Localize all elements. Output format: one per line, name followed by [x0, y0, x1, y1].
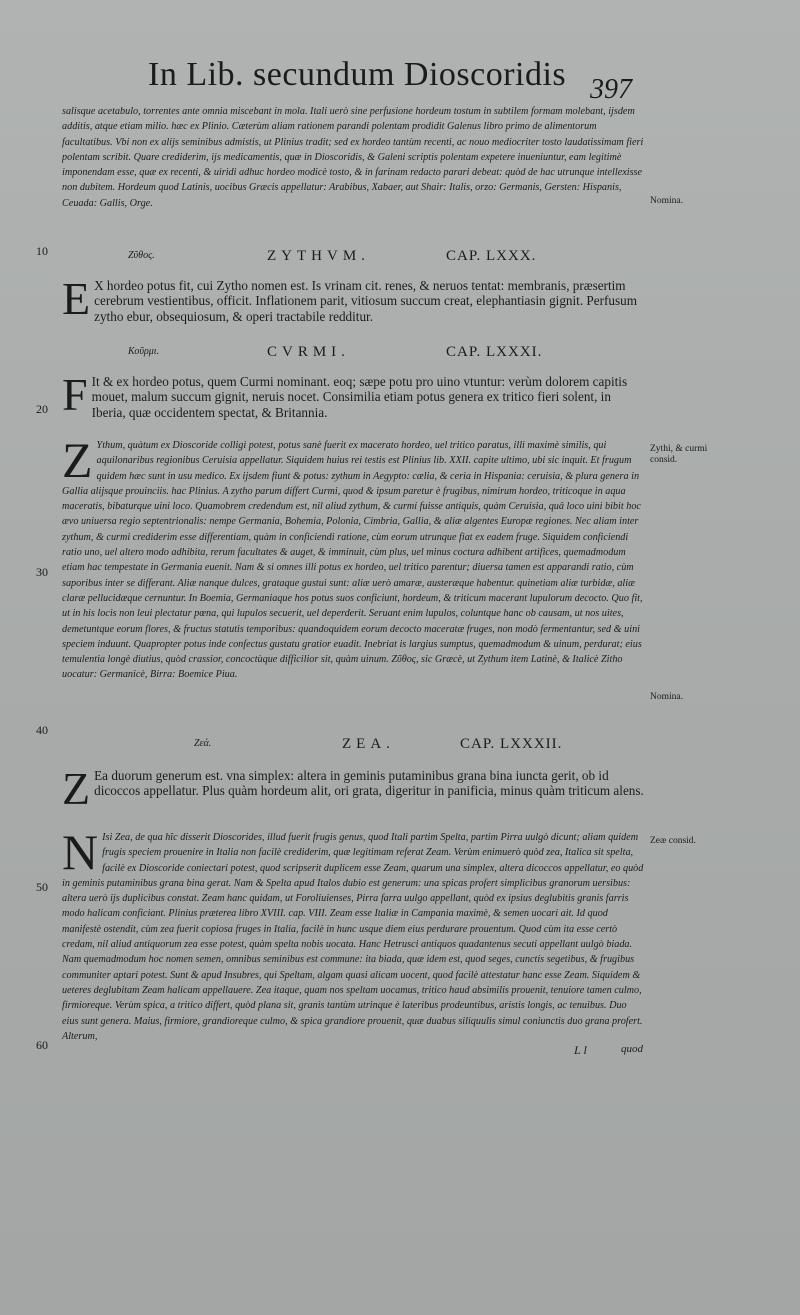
zythum-commentary-body: Ythum, quàtum ex Dioscoride colligi potest, potus sanè fuerit ex macerato hordeo, uel tritico paratus, illi maximè similis, qui aquilonaribus regionibus Ceruisia appellatur. Siquidem huius rei testis est Plinius lib. XXII. capite ultimo, ubi sic inquit. Et frugum quidem hæc sunt in usu medico. Ex ijsdem fiunt & potus: zythum in Aegypto: cælia, & ceria in Hispania: ceruisia, & plura genera in Gallia alijsque prouinciis. hac Plinius. A zytho parum differt Curmi, quod & ipsum paretur è frugibus, nimirum hordeo, triticoque in aqua maceratis, bibaturque uini loco. Quamobrem credendum est, nil aliud zythum, & curmi fuisse antiquis, quàm Ceruisia, quâ loco uini bibit hoc ævo uniuersa regio septentrionalis: nempe Germania, Bohemia, Polonia, Cimbria, Gallia, & aliæ algentes Europæ regiones. Nec aliam inter zythum, & curmi crediderim esse differentiam, quàm in conficiendi ratione, cùm eorum utrunque fiat ex eadem fruge. Siquidem conficiendi ratio uno, uel altero modo adhibita, rerum facultates & auget, & imminuit, cùm plus, uel minus coctura adhibent artifices, quemadmodum etiam hac tempestate in Germania euenit. Nam & si omnes illi potus ex hordeo, uel tritico parentur; diuersa tamen est apparandi ratio, cùm saporibus inter se differant. Aliæ nanque dulces, grataque gustui sunt: aliæ uerò amaræ, austeræque habentur. quinetiam aliæ turbidæ, aliæ claræ pellucidæque cernuntur. In Boemia, Germaniaque hos potus suos conficiunt, hordeum, & triticum macerant lupulorum decocto. Quo fit, ut in his locis non leui plectatur pœna, qui lupulos secuerit, uel deperderit. Seruant enim lupulos, coluntque hanc ob causam, ut nos uites, demetuntque eorum flores, & fructus statutis temporibus: quandoquidem eorum decocto maceratæ fruges, non modò fermentantur, sed & uini speciem induunt. Quapropter potus inde confectus gustatu gratior euadit. Inebriat is largius sumptus, quemadmodum & uinum, perdurat; eius temulentia longè diutius, quòd crassior, concoctùque difficilior sit, quàm uinum. Ζῦθος, sic Græcè, ut Zythum item Latinè, & Italicè Zitho uocatur: Germanicè, Birra: Boemice Piua.: [62, 440, 643, 681]
greek-name: Κοῦρμι.: [128, 346, 160, 357]
page-number: 397: [590, 74, 632, 105]
line-number: 20: [36, 402, 48, 416]
drop-cap: E: [62, 273, 91, 324]
margin-note-zythi: Zythi, & curmi consid.: [650, 444, 708, 465]
greek-name: Ζεά.: [194, 738, 212, 749]
zea-text: [62, 763, 644, 818]
catchword: quod: [621, 1043, 643, 1055]
line-number: 60: [36, 1038, 48, 1052]
chapter-number: CAP. LXXXII.: [460, 736, 563, 752]
drop-cap: Z: [62, 763, 91, 814]
chapter-heading-curmi: [62, 344, 644, 364]
curmi-body: It & ex hordeo potus, quem Curmi nominant. eoq; sæpe potu pro uino vtuntur: verùm dolorem capitis mouet, malum succum gignit, neruis nocet. Consimilia etiam potus genera ex tritico fieri solent, in Iberia, quæ occidentem spectat, & Britannia.: [91, 374, 628, 420]
chapter-number: CAP. LXXX.: [446, 248, 537, 264]
zea-commentary-body: Isi Zea, de qua hîc disserit Dioscorides, illud fuerit frugis genus, quod Itali partim Spelta, partim Pirra uulgò dicunt; aliam quidem frugis speciem prouenire in Italia non facilè crediderim, quæ legitimam referat Zeam. Verùm enimuerò quòd zea, Italica sit spelta, facilè ex Dioscoride coniectari potest, quod scripserit duplicem esse Zeam, quarum una simplex, altera dicoccos appellatur, eo quòd in geminis putaminibus grana bina gerat. Nam & Spelta apud Italos dubio est generum: una spicas profert simplicibus granorum uersibus: altera uerò ijs duplicibus constat. Zeam hanc quidam, ut Foroliuienses, Pirra farra uulgo appellant, quòd ex ipsius deglubitis granis farris modo halicam conficiant. Plinius præterea libro XVIII. cap. VIII. Zeam esse Italiæ in Campania maximè, & semen uocari ait. Id quod manifestè ostendit, cùm zea fuerit copiosa fruges in Italia, facilè in hunc usque diem eius perdurare prouentum. Quod cùm ita esse certò credam, nil aliud antiquorum zea esse potest, quàm spelta nobis uocata. Hanc Hetrusci antiquos quadantenus secuti appellant uulgò biada. Nam quemadmodum hoc nomen semen, omnibus seminibus est commune: ita biada, quæ idem est, quod seges, cunctis segetibus, & frugibus communiter aptari potest. Sunt & apud Insubres, qui Speltam, algam quasi alicam uocent, quod facilè attestatur hanc esse Zeam. Siquidem & ueteres deglubitam Zeam halicam appellauere. Zea itaque, quam nos speltam uocamus, tritico haud absimilis prouenit, tenuiore tamen culmo, firmioreque. Verùm spica, a tritico differt, quòd plana sit, granis tantùm utrinque è lateribus prodeuntibus, aristis longis, ac tenuibus. Duo eius sunt genera. Maius, firmiore, grandioreque culmo, & spica grandiore prouenit, quæ duabus siliquulis simul coniunctis duo grana profert. Alterum,: [62, 832, 644, 1042]
zythum-body: X hordeo potus fit, cui Zytho nomen est. Is vrinam cit. renes, & neruos tentat: membranis, præsertim cerebrum vestientibus, officit. Inflationem parit, vitiosum succum creat, elephantiasin gignit. Perfusum zytho ebur, obsequiosum, & operi tractabile redditur.: [94, 278, 637, 324]
chapter-title: CVRMI.: [267, 344, 350, 360]
margin-note-zea: Zeæ consid.: [650, 836, 696, 846]
line-number: 50: [36, 880, 48, 894]
greek-name: Ζῦθος.: [128, 250, 155, 261]
signature-mark: L l: [574, 1043, 587, 1057]
drop-cap: F: [62, 369, 88, 420]
intro-commentary: salisque acetabulo, torrentes ante omnia miscebant in mola. Itali uerò sine perfusione hordeum tostum in subtilem formam molebant, ijsdem additis, atque etiam milio. hæc ex Plinio. Cæterùm aliam rationem parandi polentam prodidit Galenus libro primo de alimentorum facultatibus. Vbi non ex alijs seminibus admistis, ut Plinius tradit; sed ex hordeo tantùm recenti, ac nouo mediocriter tosto laudatissimam fieri polentam scribit. Quare crediderim, ijs medicamentis, quæ in Dioscoridis, & Galeni scriptis polentam expetere inueniuntur, eam legitimè imponendam esse, quæ ex recenti, & uiridi adhuc hordeo modicè tosto, & in farinam redacto parari debeat: quòd de hac utrunque intellexisse non dubitem. Hordeum quod Latinis, uocibus Græcis appellatur: Arabibus, Xabaer, aut Shair: Italis, orzo: Germanis, Gersten: Hispanis, Ceuada: Gallis, Orge.: [62, 106, 644, 209]
curmi-text: [62, 369, 644, 424]
zea-commentary: [62, 824, 644, 1042]
zea-body: Ea duorum generum est. vna simplex: altera in geminis putaminibus grana bina iuncta gerit, ob id dicoccos appellatur. Plus quàm hordeum alit, ori grata, digeritur in panificia, minus quàm triticum alens.: [94, 768, 644, 799]
chapter-heading-zythum: [62, 248, 644, 268]
margin-note-nomina: Nomina.: [650, 196, 683, 206]
line-number: 10: [36, 244, 48, 258]
margin-note-nomina: Nomina.: [650, 692, 683, 702]
zythum-text: [62, 273, 644, 334]
line-number: 30: [36, 565, 48, 579]
zythum-commentary: [62, 432, 644, 724]
chapter-heading-zea: [62, 736, 644, 756]
drop-cap: Z: [62, 432, 93, 488]
chapter-title: ZYTHVM.: [267, 248, 370, 264]
running-title: In Lib. secundum Dioscoridis: [148, 56, 567, 93]
chapter-title: ZEA.: [342, 736, 395, 752]
chapter-number: CAP. LXXXI.: [446, 344, 543, 360]
drop-cap: N: [62, 824, 99, 880]
line-number: 40: [36, 723, 48, 737]
